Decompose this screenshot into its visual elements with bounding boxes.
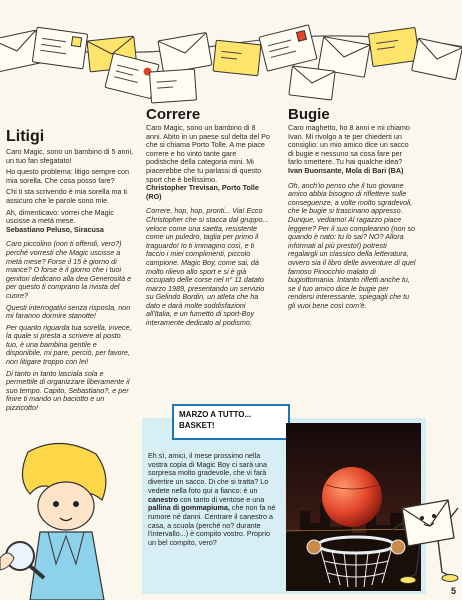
envelope-2 — [32, 27, 89, 70]
basket-box-text — [148, 452, 279, 548]
page-number: 5 — [450, 586, 456, 596]
correre-column — [146, 124, 270, 331]
envelope-character — [392, 494, 460, 586]
litigi-letter-p2: Ho questo problema: litigo sempre con mia sorella. Che cosa posso fare? — [6, 167, 130, 185]
litigi-reply-p2: Questi interrogativi senza risposta, non mi faranno dormire stanotte! — [6, 302, 131, 321]
litigi-reply-p4: Di tanto in tanto lasciala sola e permettile di organizzare liberamente il suo tempo. Capito, Sebastiano?, e per finire ti mando un baciotto e un pizzicotto! — [6, 368, 130, 413]
basket-box-title: MARZO A TUTTO... BASKET! — [172, 404, 290, 440]
box-text-bold-pallina: pallina di gommapiuma, — [148, 503, 230, 513]
envelope-12 — [288, 65, 335, 100]
litigi-letter-p4: Ah, dimenticavo: vorrei che Magic uscisse a metà mese. — [6, 207, 114, 226]
box-text-part-3: con tanto di ventose e una — [177, 494, 265, 504]
litigi-title: Litigi — [6, 128, 45, 145]
litigi-column — [6, 148, 134, 416]
litigi-reply-p3: Per quanto riguarda tua sorella, invece, la quale si presta a scrivere al posto tuo, è una bambina gentile e disponibile, mi pare, perciò, per favore, non litigare troppo con lei! — [6, 322, 132, 367]
litigi-letter-p3: Chi ti sta scrivendo è mia sorella ma ti assicuro che le parole sono mie. — [6, 187, 128, 205]
child-illustration — [0, 440, 142, 600]
bugie-letter: Caro maghetto, ho 8 anni e mi chiamo Ivan. Mi rivolgo a te per chiederti un consiglio: un mio amico dice un sacco di bugie e nessuno sa cosa fare per farlo smettere. Tu hai qualche idea? — [288, 123, 410, 167]
box-text-part-1: Eh sì, amici, il mese prossimo nella vostra copia di Magic Boy ci sarà una sorpresa molto gradevole, che vi farà divertire un sacco. Di che si tratta? Lo vedete nella foto qui a fianco: è un — [148, 451, 269, 495]
bugie-column — [288, 124, 416, 313]
bugie-title: Bugie — [288, 106, 330, 123]
litigi-letter-p1: Caro Magic, sono un bambino di 5 anni, un tuo fan sfegatato! — [6, 147, 134, 165]
box-text-bold-canestro: canestro — [148, 494, 178, 504]
envelope-5 — [157, 32, 212, 74]
correre-signature: Christopher Trevisan, Porto Tolle (RO) — [146, 183, 259, 201]
box-text-part-5: che non fa né rumore né danni. Centrare il canestro a casa, a scuola (perché no? durante l'intervallo...) è compito vostro. Proprio un bel compito, vero? — [148, 503, 276, 548]
envelope-6 — [212, 40, 261, 77]
litigi-reply-p1: Caro piccolino (non ti offendi, vero?) perché vorresti che Magic uscisse a metà mese? Forse il 15 è giorno di mance? O forse è il giorno che i tuoi genitori dedicano alla dea Generosità e per questo ti comprano la rivista del cuore? — [6, 239, 132, 300]
correre-letter: Caro Magic, sono un bambino di 8 anni. Abito in un paese sul delta del Po che si chiama Porto Tolle. A me piace correre e ho vinto tante gare podistiche della categoria mini. Mi piacerebbe che tu parlassi di questo sport che è bellissimo. — [146, 123, 270, 184]
bugie-signature: Ivan Buonsante, Mola di Bari (BA) — [288, 165, 404, 175]
bugie-reply: Oh, anch'io penso che il tuo giovane amico abbia bisogno di riflettere sulle conseguenze, a volte molto sgradevoli, che le bugie si trascinano appresso. Dunque, vediamo! Al ragazzo piace leggere? Per il suo compleanno (non so quando è nato: tu lo sai? NO? Allora informati al più presto!) potresti regalargli un classico della letteratura, ovvero sia il libro delle avventure di quel famoso Pinocchio malato di bugiottomania. Intanto rifletti anche tu, se il tuo amico dice le bugie per rendersi interessante, spiegagli che tu gli vuoi bene così com'è. — [288, 180, 416, 310]
envelope-11 — [149, 68, 197, 103]
correre-reply: Correre, hop, hop, pronti... Via! Ecco Christopher che si stacca dal gruppo... veloce come una saetta, resistente come un puledro, taglia per primo il traguardo! Io ti immagino così, e ti faccio i miei complimenti, piccolo campione. Magic Boy, come sai, dà molto rilievo allo sport e si è già occupato delle corse nel n° 11 datato marzo 1989, presentando un servizio su Gelindo Bordin, un atleta che ha dato e darà molte soddisfazioni all'Italia, e un fumetto di sport-Boy interamente dedicato al podismo. — [146, 206, 269, 328]
correre-title: Correre — [146, 106, 201, 123]
litigi-signature: Sebastiano Peluso, Siracusa — [6, 224, 104, 234]
